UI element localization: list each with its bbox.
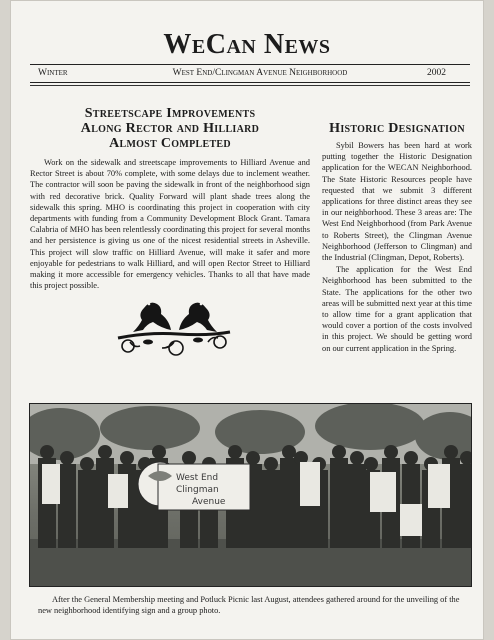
group-photo-scene: [30, 404, 471, 586]
person-head: [264, 457, 278, 471]
person-head: [246, 451, 260, 465]
person-head: [80, 457, 94, 471]
person-body: [330, 458, 348, 548]
banner-text-line1: West End: [176, 473, 219, 483]
group-photo: [30, 404, 471, 586]
edition-line: [30, 68, 470, 82]
person-head: [228, 445, 242, 459]
person-head: [60, 451, 74, 465]
person-body: [458, 464, 471, 548]
person-head: [384, 445, 398, 459]
person-body: [78, 470, 96, 548]
banner-text-line3: Avenue: [192, 497, 226, 507]
person-head: [332, 445, 346, 459]
masthead-rule-bottom: [30, 82, 470, 83]
masthead-rule-double: [30, 85, 470, 86]
newsletter-title: WeCan News: [163, 29, 331, 60]
person-head: [98, 445, 112, 459]
historic-article: [322, 137, 472, 354]
person-head: [182, 451, 196, 465]
banner-text-line2: Clingman: [176, 485, 219, 495]
streetscape-headline: [30, 106, 310, 151]
person-body: [262, 470, 280, 548]
person-head: [282, 445, 296, 459]
neighborhood-label: West End/Clingman Avenue Neighborhood: [172, 68, 348, 78]
historic-paragraph-1: Sybil Bowers has been hard at work putting together the Historic Designation application for the WECAN Neighborhood. The State Historic Resources people have requested that we submit 3 different applications for three distinct areas they see in our neighborhood. These 3 areas are: The West End Neighborhood (from Park Avenue to Roberts Street), the Clingman Avenue Neighborhood (Jefferson to Clingman) and the Industrial (Clingman, Depot, Roberts).: [322, 141, 472, 263]
masthead-rule-top: [30, 64, 470, 65]
photo-caption: After the General Membership meeting and Potluck Picnic last August, attendees gathered around for the unveiling of the new neighborhood identifying sign and a group photo.: [38, 595, 460, 615]
newsletter-page: [10, 0, 484, 640]
person-head: [404, 451, 418, 465]
person-head: [444, 445, 458, 459]
person-body: [58, 464, 76, 548]
headline-line: Along Rector and Hilliard: [80, 121, 260, 136]
birds-on-branch-illustration: [108, 290, 238, 360]
person-head: [40, 445, 54, 459]
person-head: [350, 451, 364, 465]
person-head: [364, 457, 378, 471]
person-head: [152, 445, 166, 459]
masthead: [10, 30, 484, 60]
historic-paragraph-2: The application for the West End Neighborhood has been submitted to the State. The applications for the other two areas will be submitted next year at this time to allow time for a grant application that would cover a portion of the costs involved in this project. We should be getting word on our current application in the Spring.: [322, 265, 472, 353]
streetscape-body: Work on the sidewalk and streetscape improvements to Hilliard Avenue and Rector Street is about 70% complete, with some delays due to inclement weather. The contractor will soon be paving the sidewalk in front of the neighborhood sign with red decorative brick. Quality Forward will plant shade trees along the sidewalk this spring. MHO is coordinating this project in cooperation with city departments with funding from a Community Development Block Grant. Tamara Calabria of MHO has been relentlessly coordinating this project for several months and her persistence is giving us one of the nicest residential streets in Asheville. This project will slow traffic on Hilliard Avenue, will make it safer and more enjoyable for pedestrians to walk Hilliard, and will open Rector Street to Hilliard making it more accessible for emergency vehicles. Thanks to all that have made this project possible.: [30, 158, 310, 291]
streetscape-article: [30, 106, 310, 291]
year-label: 2002: [427, 68, 446, 78]
historic-headline: Historic Designation: [329, 121, 465, 136]
headline-line: Almost Completed: [109, 136, 231, 151]
headline-line: Streetscape Improvements: [84, 106, 256, 121]
season-label: Winter: [38, 68, 68, 78]
person-head: [120, 451, 134, 465]
